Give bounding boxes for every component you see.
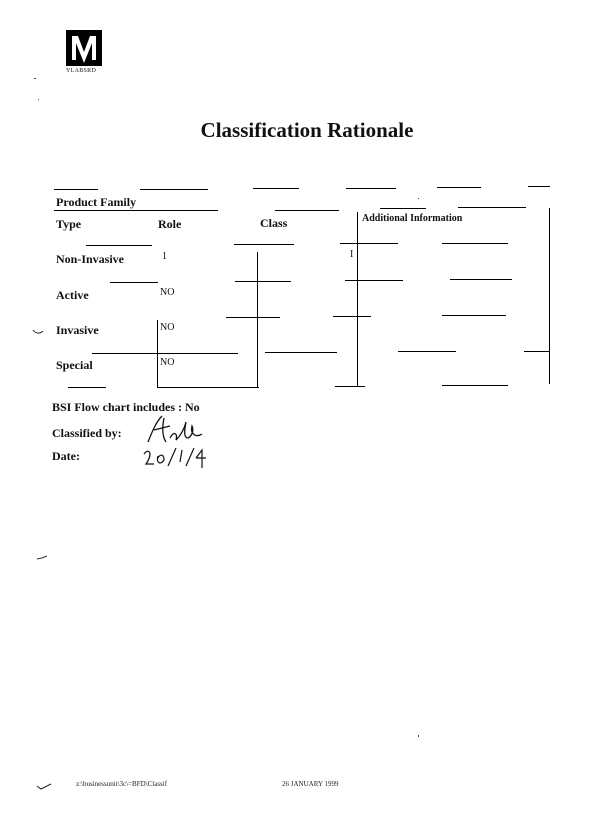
handwritten-date [140,446,210,475]
row-role-non-invasive: 1 [162,251,167,262]
row-class-mark-non-invasive: I [350,249,354,260]
company-logo [66,30,102,66]
row-role-invasive: NO [160,322,175,333]
classified-by-label: Classified by: [52,426,122,440]
row-role-special: NO [160,357,175,368]
header-additional-information: Additional Information [362,213,463,224]
row-type-non-invasive: Non-Invasive [56,252,125,266]
header-type: Type [56,217,82,231]
header-role: Role [158,217,182,231]
footer-date: 26 JANUARY 1999 [282,780,339,788]
row-role-active: NO [160,287,175,298]
date-label: Date: [52,449,80,463]
product-family-label: Product Family [56,195,137,209]
footer-file-path: z:\businessunit\3c\=BFD\Classif [76,780,168,788]
row-type-special: Special [56,358,93,372]
row-type-active: Active [56,288,89,302]
flow-chart-note: BSI Flow chart includes : No [52,400,200,414]
row-type-invasive: Invasive [56,323,99,337]
logo-org-name: YLABSRD [66,68,97,74]
header-class: Class [260,216,288,230]
page-title: Classification Rationale [200,118,414,142]
